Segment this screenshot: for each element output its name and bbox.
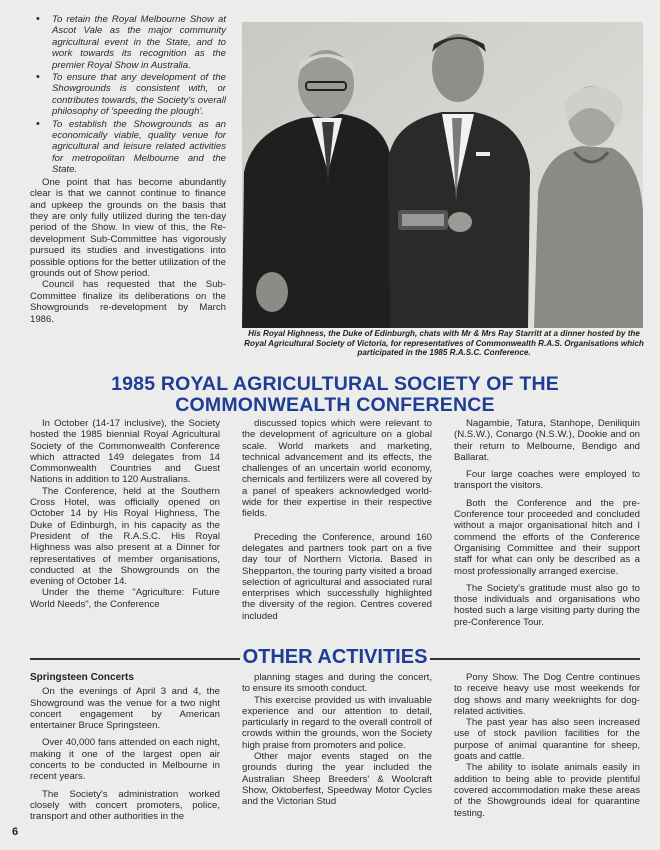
conference-paragraph: Preceding the Conference, around 160 delegates and partners took part on a five day tour of Northern Victoria. Based in Shepparton, the touring party visited a broad selection of agricultural and associated rural enterprises which successfully highlighted the diversity of the region. Centres covered included — [242, 531, 432, 622]
divider-rule — [430, 658, 640, 660]
objectives-list — [30, 14, 226, 176]
other-column-1 — [30, 672, 220, 823]
other-paragraph: Other major events staged on the grounds during the year included the Australian Sheep Breeders' & Woolcraft Show, Oktoberfest, Speedway Motor Cycles and the Victorian Stud — [242, 751, 432, 808]
other-paragraph: planning stages and during the concert, to ensure its smooth conduct. — [242, 672, 432, 695]
conference-paragraph: In October (14-17 inclusive), the Society hosted the 1985 biennial Royal Agricultural Society of the Commonwealth Conference which attracted 149 delegates from 14 Commonwealth Countries and Guest Nations in addition to 120 Australians. — [30, 418, 220, 486]
conference-column-2 — [242, 418, 432, 622]
conference-paragraph: Nagambie, Tatura, Stanhope, Deniliquin (N.S.W.), Conargo (N.S.W.), Dookie and on their return to Melbourne, Bendigo and Ballarat. — [454, 418, 640, 463]
conference-heading: 1985 ROYAL AGRICULTURAL SOCIETY OF THE COMMONWEALTH CONFERENCE — [111, 373, 559, 416]
other-paragraph: This exercise provided us with invaluable experience and our attention to detail, particularly in regard to the overall controll of crowds within the grounds, won the Society high praise from promoters and police. — [242, 694, 432, 751]
other-paragraph: On the evenings of April 3 and 4, the Showground was the venue for a two night concert engagement by American entertainer Bruce Springsteen. — [30, 686, 220, 732]
photo-illustration — [242, 22, 643, 328]
other-paragraph: The ability to isolate animals easily in addition to being able to provide plentiful covered accommodation make these areas of the Showgrounds ideal for quarantine testing. — [454, 762, 640, 819]
conference-paragraph: The Conference, held at the Southern Cross Hotel, was officially opened on October 14 by His Royal Highness, The Duke of Edinburgh, in his capacity as the President of the R.A.S.C. His Royal Highness was also present at a Dinner for representatives of member organisations, conducted at the Showgrounds on the evening of October 14. — [30, 485, 220, 588]
other-column-3 — [454, 672, 640, 819]
other-paragraph: Pony Show. The Dog Centre continues to receive heavy use most weekends for dog shows and many weeknights for dog-related activities. — [454, 672, 640, 717]
other-activities-header — [0, 644, 660, 670]
other-paragraph: The past year has also seen increased use of stock pavilion facilities for the purpose of animal quarantine for sheep, goats and cattle. — [454, 717, 640, 763]
conference-column-1 — [30, 418, 220, 610]
event-photograph — [242, 22, 643, 328]
intro-paragraph: Council has requested that the Sub-Committee finalize its deliberations on the Showgrounds re-development by March 1986. — [30, 279, 226, 325]
other-paragraph: Over 40,000 fans attended on each night, making it one of the largest open air concerts to be conducted in Melbourne in recent years. — [30, 737, 220, 783]
other-column-2 — [242, 672, 432, 808]
conference-paragraph: Under the theme "Agriculture: Future World Needs", the Conference — [30, 587, 220, 610]
conference-paragraph: The Society's gratitude must also go to those individuals and organisations who hosted such a large visiting party during the pre-Conference Tour. — [454, 582, 640, 628]
intro-paragraph: One point that has become abundantly clear is that we cannot continue to finance and upkeep the grounds on the basis that they are only fully utilized during the ten-day period of the Show. In view of this, the Re-development Sub-Committee has vigorously pursued its studies and investigations into possible options for the better utilization of the grounds out of Show period. — [30, 176, 226, 279]
other-activities-heading: OTHER ACTIVITIES — [242, 646, 428, 668]
objective-item: • To establish the Showgrounds as an economically viable, quality venue for agricultural and leisure related activities for metropolitan Melbourne and the State. — [30, 119, 226, 176]
objective-item: • To retain the Royal Melbourne Show at Ascot Vale as the major community agricultural event in the State, and to work towards its recognition as the premier Royal Show in Australia. — [30, 14, 226, 71]
conference-column-3 — [454, 418, 640, 628]
other-paragraph: The Society's administration worked closely with concert promoters, police, transport and other authorities in the — [30, 788, 220, 823]
photo-caption: His Royal Highness, the Duke of Edinburgh, chats with Mr & Mrs Ray Starritt at a dinner hosted by the Royal Agricultural Society of Victoria, for representatives of Commonwealth R.A.S. Organisations which participated in the 1985 R.A.S.C. Conference. — [244, 329, 644, 358]
conference-paragraph: Four large coaches were employed to transport the visitors. — [454, 469, 640, 492]
page-number: 6 — [12, 826, 19, 838]
divider-rule — [30, 658, 240, 660]
subheading: Springsteen Concerts — [30, 672, 134, 683]
conference-paragraph: discussed topics which were relevant to the development of agriculture on a global scale. World markets and marketing, technical advancement and its effects, the challenges of an uncertain world economy, chemicals and fertilizers were all covered by a panel of speakers acknowledged world-wide for their expertise in their respective fields. — [242, 418, 432, 520]
objective-item: • To ensure that any development of the Showgrounds is consistent with, or contributes towards, the Society's overall philosophy of 'speeding the plough'. — [30, 72, 226, 118]
conference-paragraph: Both the Conference and the pre-Conference tour proceeded and concluded without a major organisational hitch and I commend the efforts of the Conference Organising Committee and their support staff for what can only be described as a most professionally arranged exercise. — [454, 497, 640, 577]
intro-column — [30, 14, 226, 325]
